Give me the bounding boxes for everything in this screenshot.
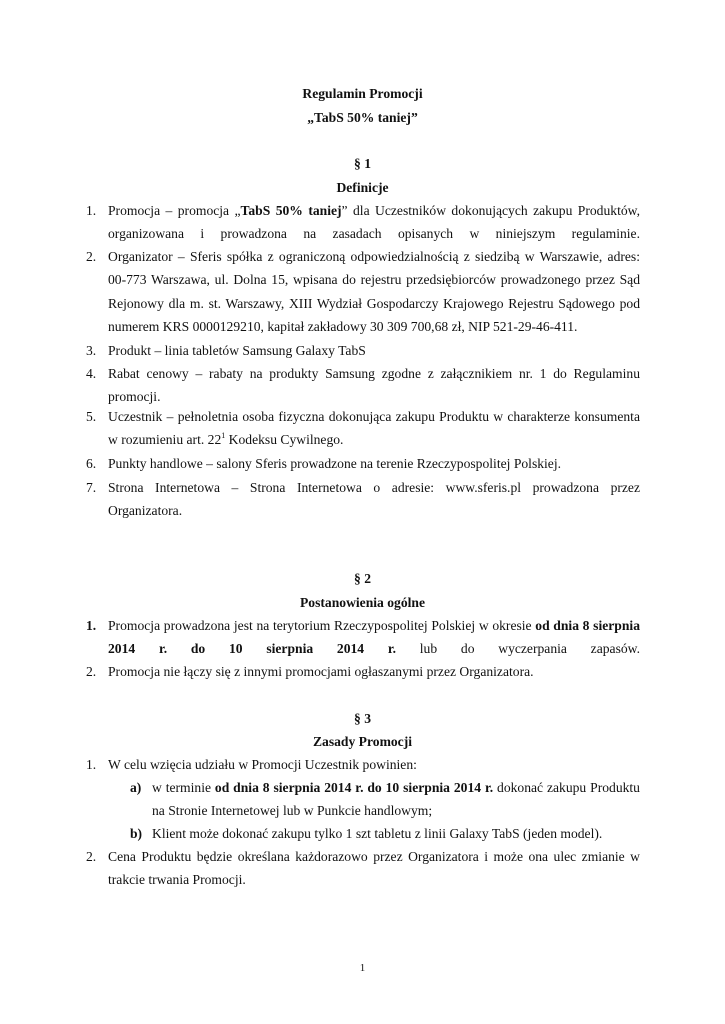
item-number: 6.: [86, 456, 97, 471]
item-text: W celu wzięcia udziału w Promocji Uczestnik powinien:: [108, 757, 417, 772]
sub-item-text: w terminie od dnia 8 sierpnia 2014 r. do 10 sierpnia 2014 r. dokonać zakupu Produktu na Stronie Internetowej lub w Punkcie handlowym;: [152, 780, 640, 819]
item-text: Rabat cenowy – rabaty na produkty Samsung zgodne z załącznikiem nr. 1 do Regulaminu promocji.: [108, 366, 640, 405]
item-number: 1.: [86, 618, 97, 633]
sub-item-letter: b): [130, 826, 143, 841]
item-number: 1.: [86, 203, 97, 218]
item-number: 2.: [86, 249, 97, 264]
sub-list-item: [130, 776, 640, 823]
list-item: [86, 476, 640, 523]
item-text: Uczestnik – pełnoletnia osoba fizyczna dokonująca zakupu Produktu w charakterze konsumenta w rozumieniu art. $22^1$ Kodeksu Cywilnego.: [108, 409, 640, 448]
document-title: Regulamin Promocji: [302, 86, 423, 101]
item-number: 3.: [86, 343, 97, 358]
section-3-heading: § 3: [354, 711, 371, 726]
section-1-title: Definicje: [336, 180, 389, 195]
section-3-title: Zasady Promocji: [312, 734, 413, 749]
list-item: [86, 199, 640, 246]
item-text: Promocja nie łączy się z innymi promocjami ogłaszanymi przez Organizatora.: [108, 664, 534, 679]
item-number: 2.: [86, 664, 97, 679]
sub-item-text: Klient może dokonać zakupu tylko 1 szt tabletu z linii Galaxy TabS (jeden model).: [152, 826, 603, 841]
item-number: 2.: [86, 849, 97, 864]
item-text: Strona Internetowa – Strona Internetowa o adresie: www.sferis.pl prowadzona przez Organizatora.: [108, 480, 640, 519]
section-2-title: Postanowienia ogólne: [300, 595, 425, 610]
item-text: Promocja prowadzona jest na terytorium Rzeczypospolitej Polskiej w okresie od dnia 8 sierpnia 2014 r. do 10 sierpnia 2014 r. lub do wyczerpania zapasów.: [108, 618, 640, 657]
item-text: Promocja – promocja „TabS 50% taniej” dla Uczestników dokonujących zakupu Produktów, organizowana i prowadzona na zasadach opisanych w niniejszym regulaminie.: [108, 203, 640, 242]
item-text: Punkty handlowe – salony Sferis prowadzone na terenie Rzeczypospolitej Polskiej.: [108, 456, 562, 471]
section-2-heading: § 2: [354, 571, 371, 586]
sub-item-letter: a): [130, 780, 142, 795]
document-subtitle: „TabS 50% taniej”: [307, 110, 418, 125]
item-number: 1.: [86, 757, 97, 772]
item-number: 5.: [86, 409, 97, 424]
item-text: Produkt – linia tabletów Samsung Galaxy TabS: [108, 343, 366, 358]
item-number: 4.: [86, 366, 97, 381]
list-item: [86, 362, 640, 409]
list-item: [86, 614, 640, 661]
list-item: [86, 452, 640, 475]
page-number: 1: [359, 962, 366, 974]
sub-list-item: [130, 822, 640, 845]
list-item: [86, 660, 640, 683]
item-text: Cena Produktu będzie określana każdorazowo przez Organizatora i może ona ulec zmianie w trakcie trwania Promocji.: [108, 849, 640, 888]
item-text: Organizator – Sferis spółka z ograniczoną odpowiedzialnością z siedzibą w Warszawie, adres: 00-773 Warszawa, ul. Dolna 15, wpisana do rejestru przedsiębiorców prowadzonego przez Sąd Rejonowy dla m. st. Warszawy, XIII Wydział Gospodarczy Krajowego Rejestru Sądowego pod numerem KRS 0000129210, kapitał zakładowy 30 309 700,68 zł, NIP 521-29-46-411.: [108, 249, 640, 335]
list-item: [86, 245, 640, 339]
section-1-heading: § 1: [354, 156, 371, 171]
list-item: [86, 753, 640, 776]
list-item: [86, 845, 640, 892]
item-number: 7.: [86, 480, 97, 495]
list-item: [86, 405, 640, 452]
list-item: [86, 339, 640, 362]
